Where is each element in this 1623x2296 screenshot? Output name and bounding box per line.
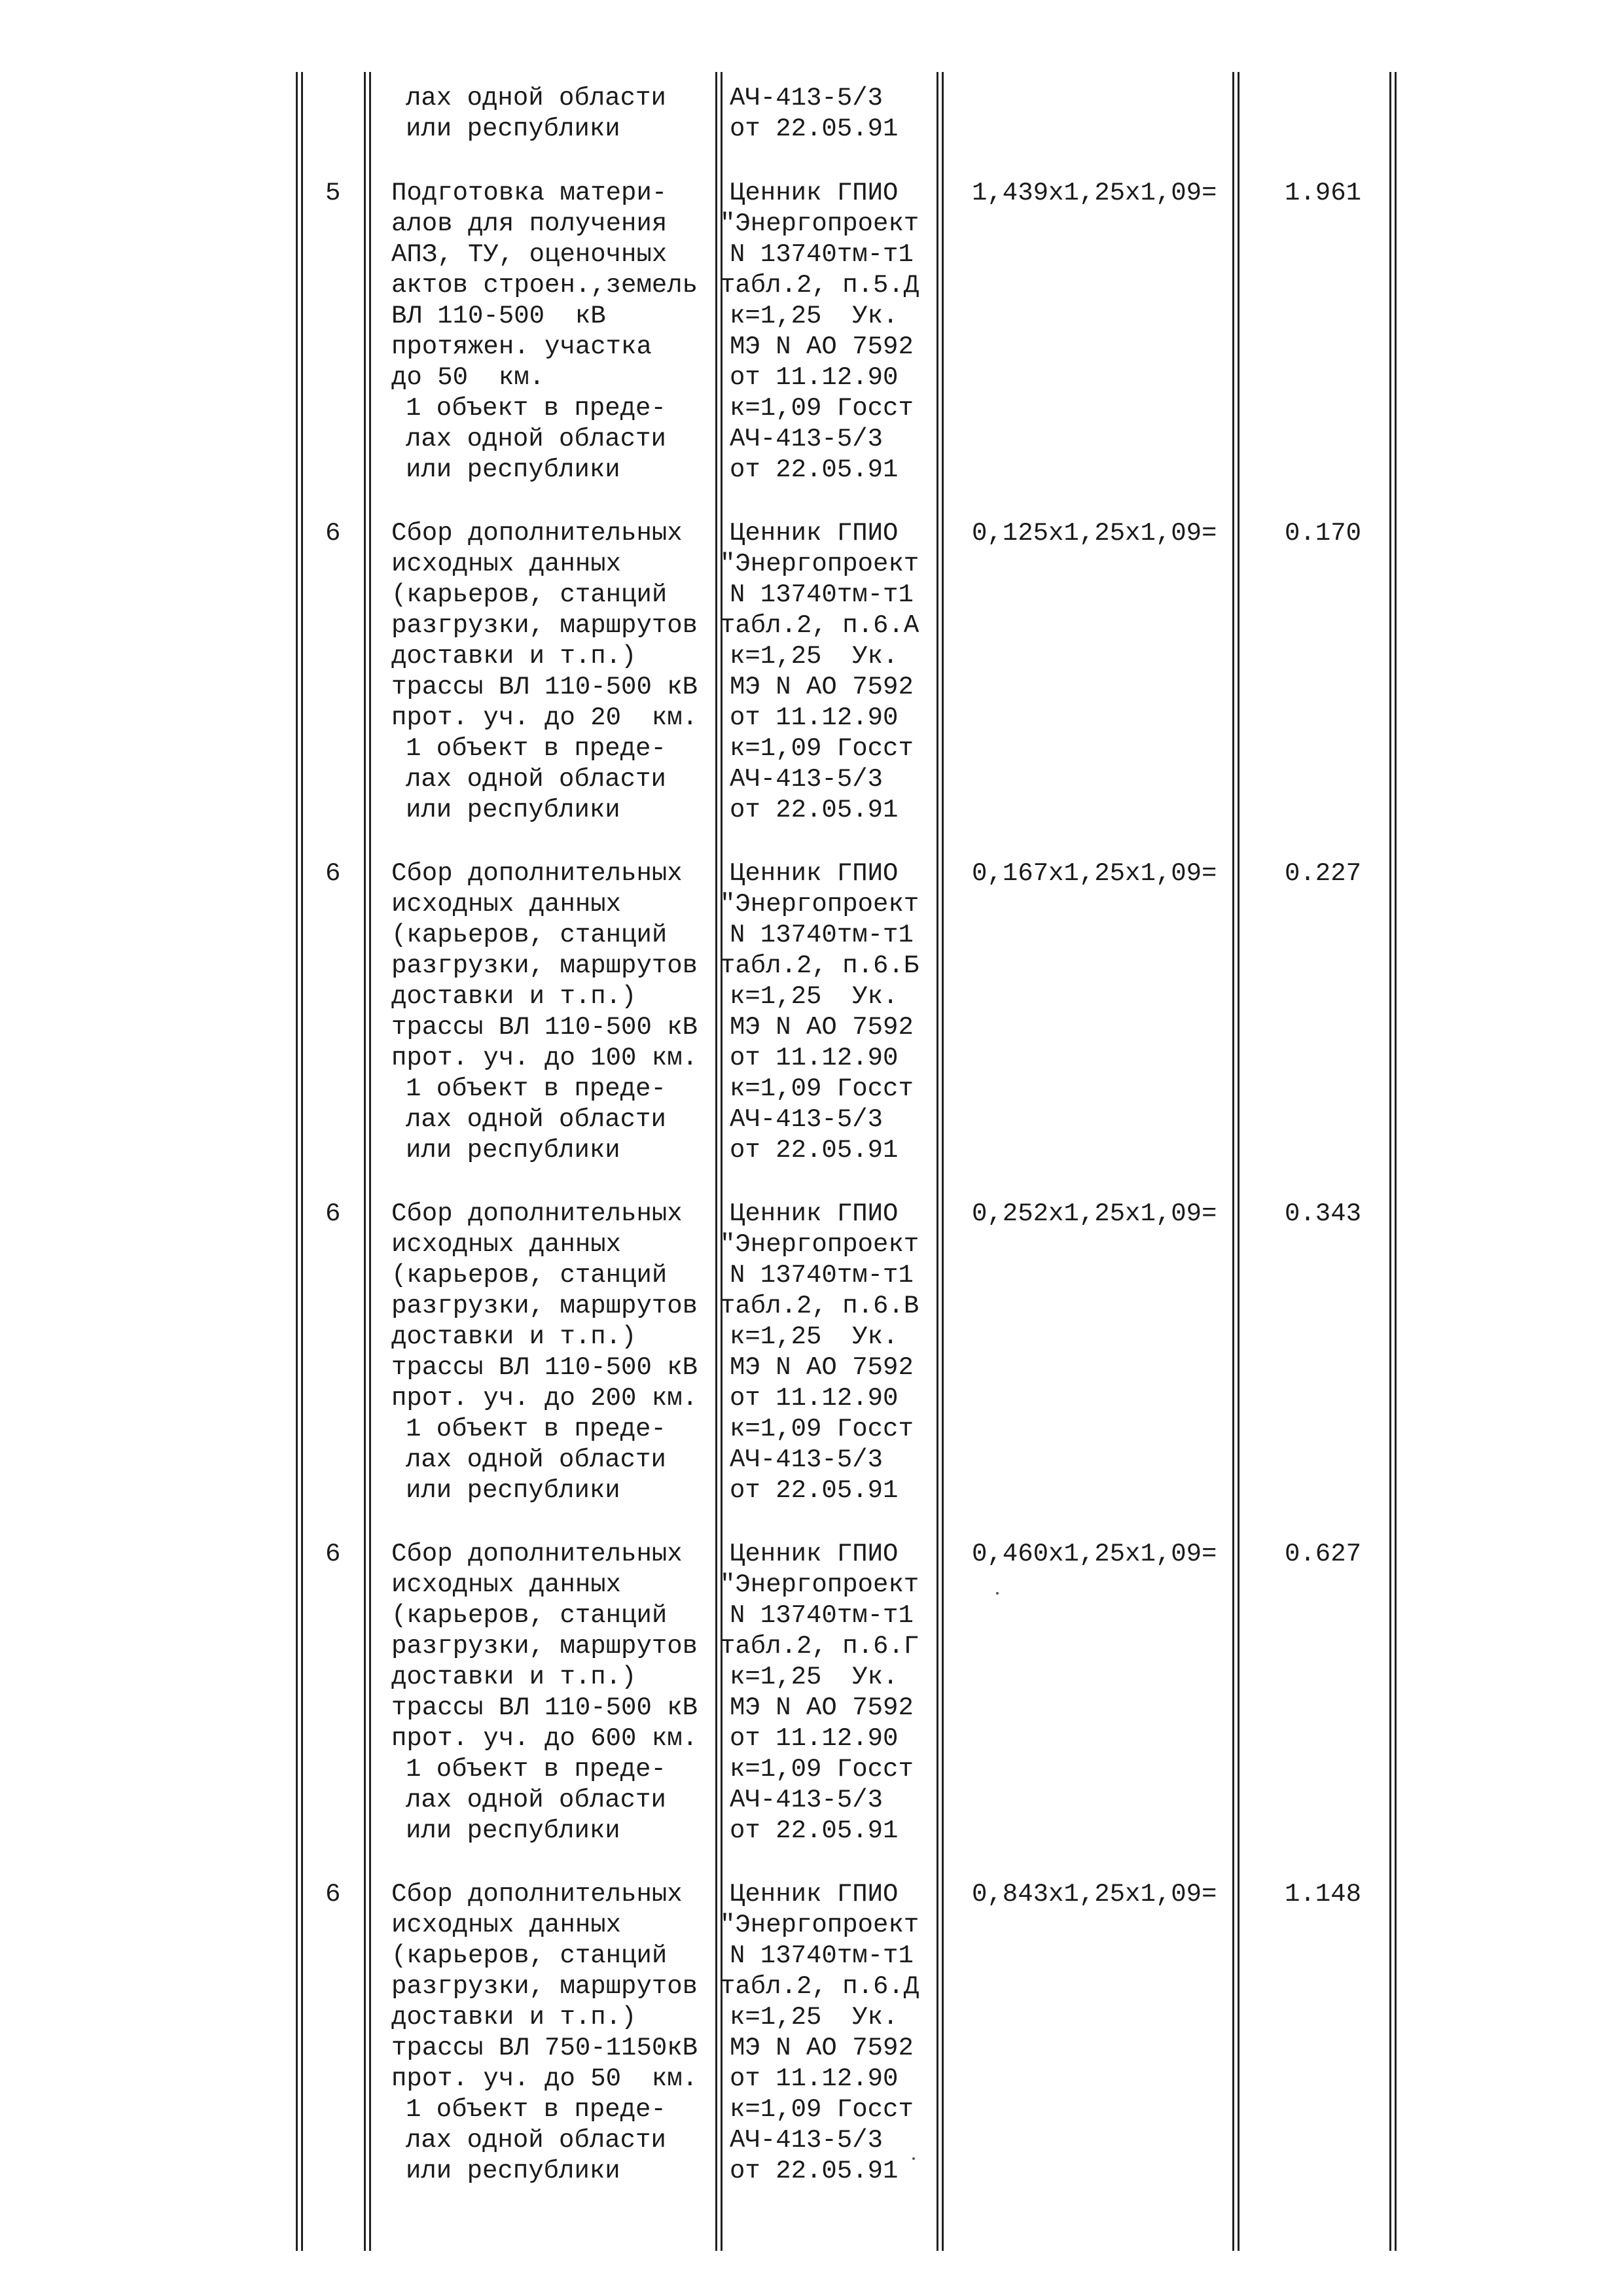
result-value: 0.170 [1285, 519, 1362, 548]
source-line: МЭ N АО 7592 [730, 1353, 914, 1382]
source-line: табл.2, п.6.Г [720, 1632, 919, 1661]
description-line: (карьеров, станций [391, 1601, 668, 1630]
source-line: к=1,25 Ук. [730, 2003, 899, 2032]
source-line: табл.2, п.6.А [720, 611, 919, 640]
description-line: или республики [406, 1136, 620, 1165]
result-value: 1.148 [1285, 1880, 1362, 1909]
source-line: табл.2, п.6.Б [720, 951, 919, 980]
scan-speck [912, 2157, 915, 2160]
source-line: "Энергопроект [720, 890, 919, 919]
description-line: прот. уч. до 600 км. [391, 1724, 698, 1753]
description-line: (карьеров, станций [391, 580, 668, 609]
result-value: 0.227 [1285, 859, 1362, 888]
description-line: или республики [406, 115, 620, 143]
description-line: лах одной области [406, 1105, 666, 1134]
description-line: прот. уч. до 50 км. [391, 2064, 698, 2093]
description-line: прот. уч. до 100 км. [391, 1044, 698, 1072]
description-line: прот. уч. до 200 км. [391, 1384, 698, 1413]
source-line: от 11.12.90 [730, 703, 899, 732]
description-line: исходных данных [391, 1570, 622, 1599]
source-line: Ценник ГПИО [730, 1199, 899, 1228]
description-line: 1 объект в преде- [406, 394, 666, 423]
description-line: трассы ВЛ 110-500 кВ [391, 1013, 698, 1042]
source-line: N 13740тм-т1 [730, 1601, 914, 1630]
description-line: разгрузки, маршрутов [391, 1632, 698, 1661]
description-line: или республики [406, 455, 620, 484]
description-line: (карьеров, станций [391, 1261, 668, 1290]
source-line: от 11.12.90 [730, 1724, 899, 1753]
source-line: к=1,09 Госст [730, 1755, 914, 1784]
description-line: 1 объект в преде- [406, 734, 666, 763]
scan-speck [996, 1592, 999, 1595]
description-line: исходных данных [391, 1230, 622, 1259]
table-border-left [296, 72, 303, 2251]
source-line: N 13740тм-т1 [730, 1941, 914, 1970]
description-line: до 50 км. [391, 363, 545, 392]
description-line: Подготовка матери- [391, 179, 668, 207]
source-line: табл.2, п.6.Д [720, 1972, 919, 2001]
description-line: доставки и т.п.) [391, 982, 637, 1011]
source-line: АЧ-413-5/3 [730, 425, 883, 453]
source-line: к=1,09 Госст [730, 1415, 914, 1443]
description-line: Сбор дополнительных [391, 1199, 683, 1228]
row-number: 6 [325, 519, 341, 548]
description-line: актов строен.,земель [391, 271, 698, 300]
source-line: от 11.12.90 [730, 2064, 899, 2093]
source-line: от 22.05.91 [730, 2157, 899, 2185]
source-line: табл.2, п.6.В [720, 1292, 919, 1320]
source-line: от 22.05.91 [730, 115, 899, 143]
source-line: N 13740тм-т1 [730, 580, 914, 609]
calculation-formula: 0,125х1,25х1,09= [972, 519, 1217, 548]
description-line: Сбор дополнительных [391, 859, 683, 888]
source-line: к=1,25 Ук. [730, 1322, 899, 1351]
source-line: к=1,25 Ук. [730, 302, 899, 330]
description-line: исходных данных [391, 550, 622, 578]
source-line: АЧ-413-5/3 [730, 84, 883, 113]
source-line: к=1,09 Госст [730, 734, 914, 763]
source-line: МЭ N АО 7592 [730, 332, 914, 361]
source-line: "Энергопроект [720, 1230, 919, 1259]
source-line: "Энергопроект [720, 1570, 919, 1599]
source-line: АЧ-413-5/3 [730, 1105, 883, 1134]
source-line: к=1,25 Ук. [730, 982, 899, 1011]
description-line: АПЗ, ТУ, оценочных [391, 240, 668, 269]
description-line: Сбор дополнительных [391, 519, 683, 548]
description-line: или республики [406, 1816, 620, 1845]
calculation-formula: 0,460х1,25х1,09= [972, 1540, 1217, 1568]
description-line: 1 объект в преде- [406, 2095, 666, 2124]
source-line: к=1,09 Госст [730, 394, 914, 423]
description-line: лах одной области [406, 84, 666, 113]
source-line: МЭ N АО 7592 [730, 1013, 914, 1042]
description-line: 1 объект в преде- [406, 1755, 666, 1784]
description-line: алов для получения [391, 209, 668, 238]
column-divider-calculation [1232, 72, 1240, 2251]
result-value: 1.961 [1285, 179, 1362, 207]
description-line: трассы ВЛ 110-500 кВ [391, 1693, 698, 1722]
description-line: лах одной области [406, 425, 666, 453]
source-line: к=1,09 Госст [730, 1074, 914, 1103]
row-number: 6 [325, 1540, 341, 1568]
description-line: (карьеров, станций [391, 921, 668, 949]
calculation-formula: 0,843х1,25х1,09= [972, 1880, 1217, 1909]
column-divider-number [364, 72, 371, 2251]
source-line: МЭ N АО 7592 [730, 1693, 914, 1722]
source-line: от 11.12.90 [730, 1384, 899, 1413]
source-line: от 22.05.91 [730, 1476, 899, 1505]
calculation-formula: 0,252х1,25х1,09= [972, 1199, 1217, 1228]
description-line: разгрузки, маршрутов [391, 1292, 698, 1320]
description-line: ВЛ 110-500 кВ [391, 302, 606, 330]
source-line: N 13740тм-т1 [730, 240, 914, 269]
description-line: трассы ВЛ 750-1150кВ [391, 2034, 698, 2062]
description-line: лах одной области [406, 1786, 666, 1814]
description-line: лах одной области [406, 2126, 666, 2155]
source-line: Ценник ГПИО [730, 519, 899, 548]
description-line: Сбор дополнительных [391, 1540, 683, 1568]
description-line: трассы ВЛ 110-500 кВ [391, 673, 698, 701]
row-number: 5 [325, 179, 341, 207]
source-line: от 11.12.90 [730, 1044, 899, 1072]
row-number: 6 [325, 1199, 341, 1228]
source-line: к=1,25 Ук. [730, 1663, 899, 1691]
description-line: доставки и т.п.) [391, 1663, 637, 1691]
description-line: исходных данных [391, 890, 622, 919]
source-line: "Энергопроект [720, 209, 919, 238]
calculation-formula: 0,167х1,25х1,09= [972, 859, 1217, 888]
description-line: разгрузки, маршрутов [391, 951, 698, 980]
source-line: от 22.05.91 [730, 1816, 899, 1845]
description-line: или республики [406, 796, 620, 824]
result-value: 0.343 [1285, 1199, 1362, 1228]
source-line: Ценник ГПИО [730, 859, 899, 888]
source-line: табл.2, п.5.Д [720, 271, 919, 300]
description-line: лах одной области [406, 1445, 666, 1474]
source-line: МЭ N АО 7592 [730, 2034, 914, 2062]
source-line: от 11.12.90 [730, 363, 899, 392]
description-line: доставки и т.п.) [391, 2003, 637, 2032]
source-line: к=1,25 Ук. [730, 642, 899, 671]
description-line: доставки и т.п.) [391, 642, 637, 671]
description-line: доставки и т.п.) [391, 1322, 637, 1351]
source-line: АЧ-413-5/3 [730, 2126, 883, 2155]
description-line: исходных данных [391, 1911, 622, 1939]
source-line: "Энергопроект [720, 550, 919, 578]
source-line: "Энергопроект [720, 1911, 919, 1939]
row-number: 6 [325, 859, 341, 888]
source-line: АЧ-413-5/3 [730, 1445, 883, 1474]
description-line: лах одной области [406, 765, 666, 794]
column-divider-source [936, 72, 944, 2251]
description-line: или республики [406, 2157, 620, 2185]
description-line: трассы ВЛ 110-500 кВ [391, 1353, 698, 1382]
description-line: 1 объект в преде- [406, 1074, 666, 1103]
source-line: от 22.05.91 [730, 455, 899, 484]
source-line: МЭ N АО 7592 [730, 673, 914, 701]
source-line: N 13740тм-т1 [730, 1261, 914, 1290]
description-line: (карьеров, станций [391, 1941, 668, 1970]
source-line: N 13740тм-т1 [730, 921, 914, 949]
description-line: прот. уч. до 20 км. [391, 703, 698, 732]
description-line: 1 объект в преде- [406, 1415, 666, 1443]
source-line: к=1,09 Госст [730, 2095, 914, 2124]
source-line: АЧ-413-5/3 [730, 1786, 883, 1814]
row-number: 6 [325, 1880, 341, 1909]
result-value: 0.627 [1285, 1540, 1362, 1568]
source-line: Ценник ГПИО [730, 1540, 899, 1568]
table-border-right [1389, 72, 1397, 2251]
source-line: от 22.05.91 [730, 1136, 899, 1165]
description-line: разгрузки, маршрутов [391, 1972, 698, 2001]
description-line: разгрузки, маршрутов [391, 611, 698, 640]
source-line: Ценник ГПИО [730, 1880, 899, 1909]
source-line: АЧ-413-5/3 [730, 765, 883, 794]
source-line: от 22.05.91 [730, 796, 899, 824]
source-line: Ценник ГПИО [730, 179, 899, 207]
description-line: протяжен. участка [391, 332, 652, 361]
description-line: Сбор дополнительных [391, 1880, 683, 1909]
calculation-formula: 1,439х1,25х1,09= [972, 179, 1217, 207]
description-line: или республики [406, 1476, 620, 1505]
